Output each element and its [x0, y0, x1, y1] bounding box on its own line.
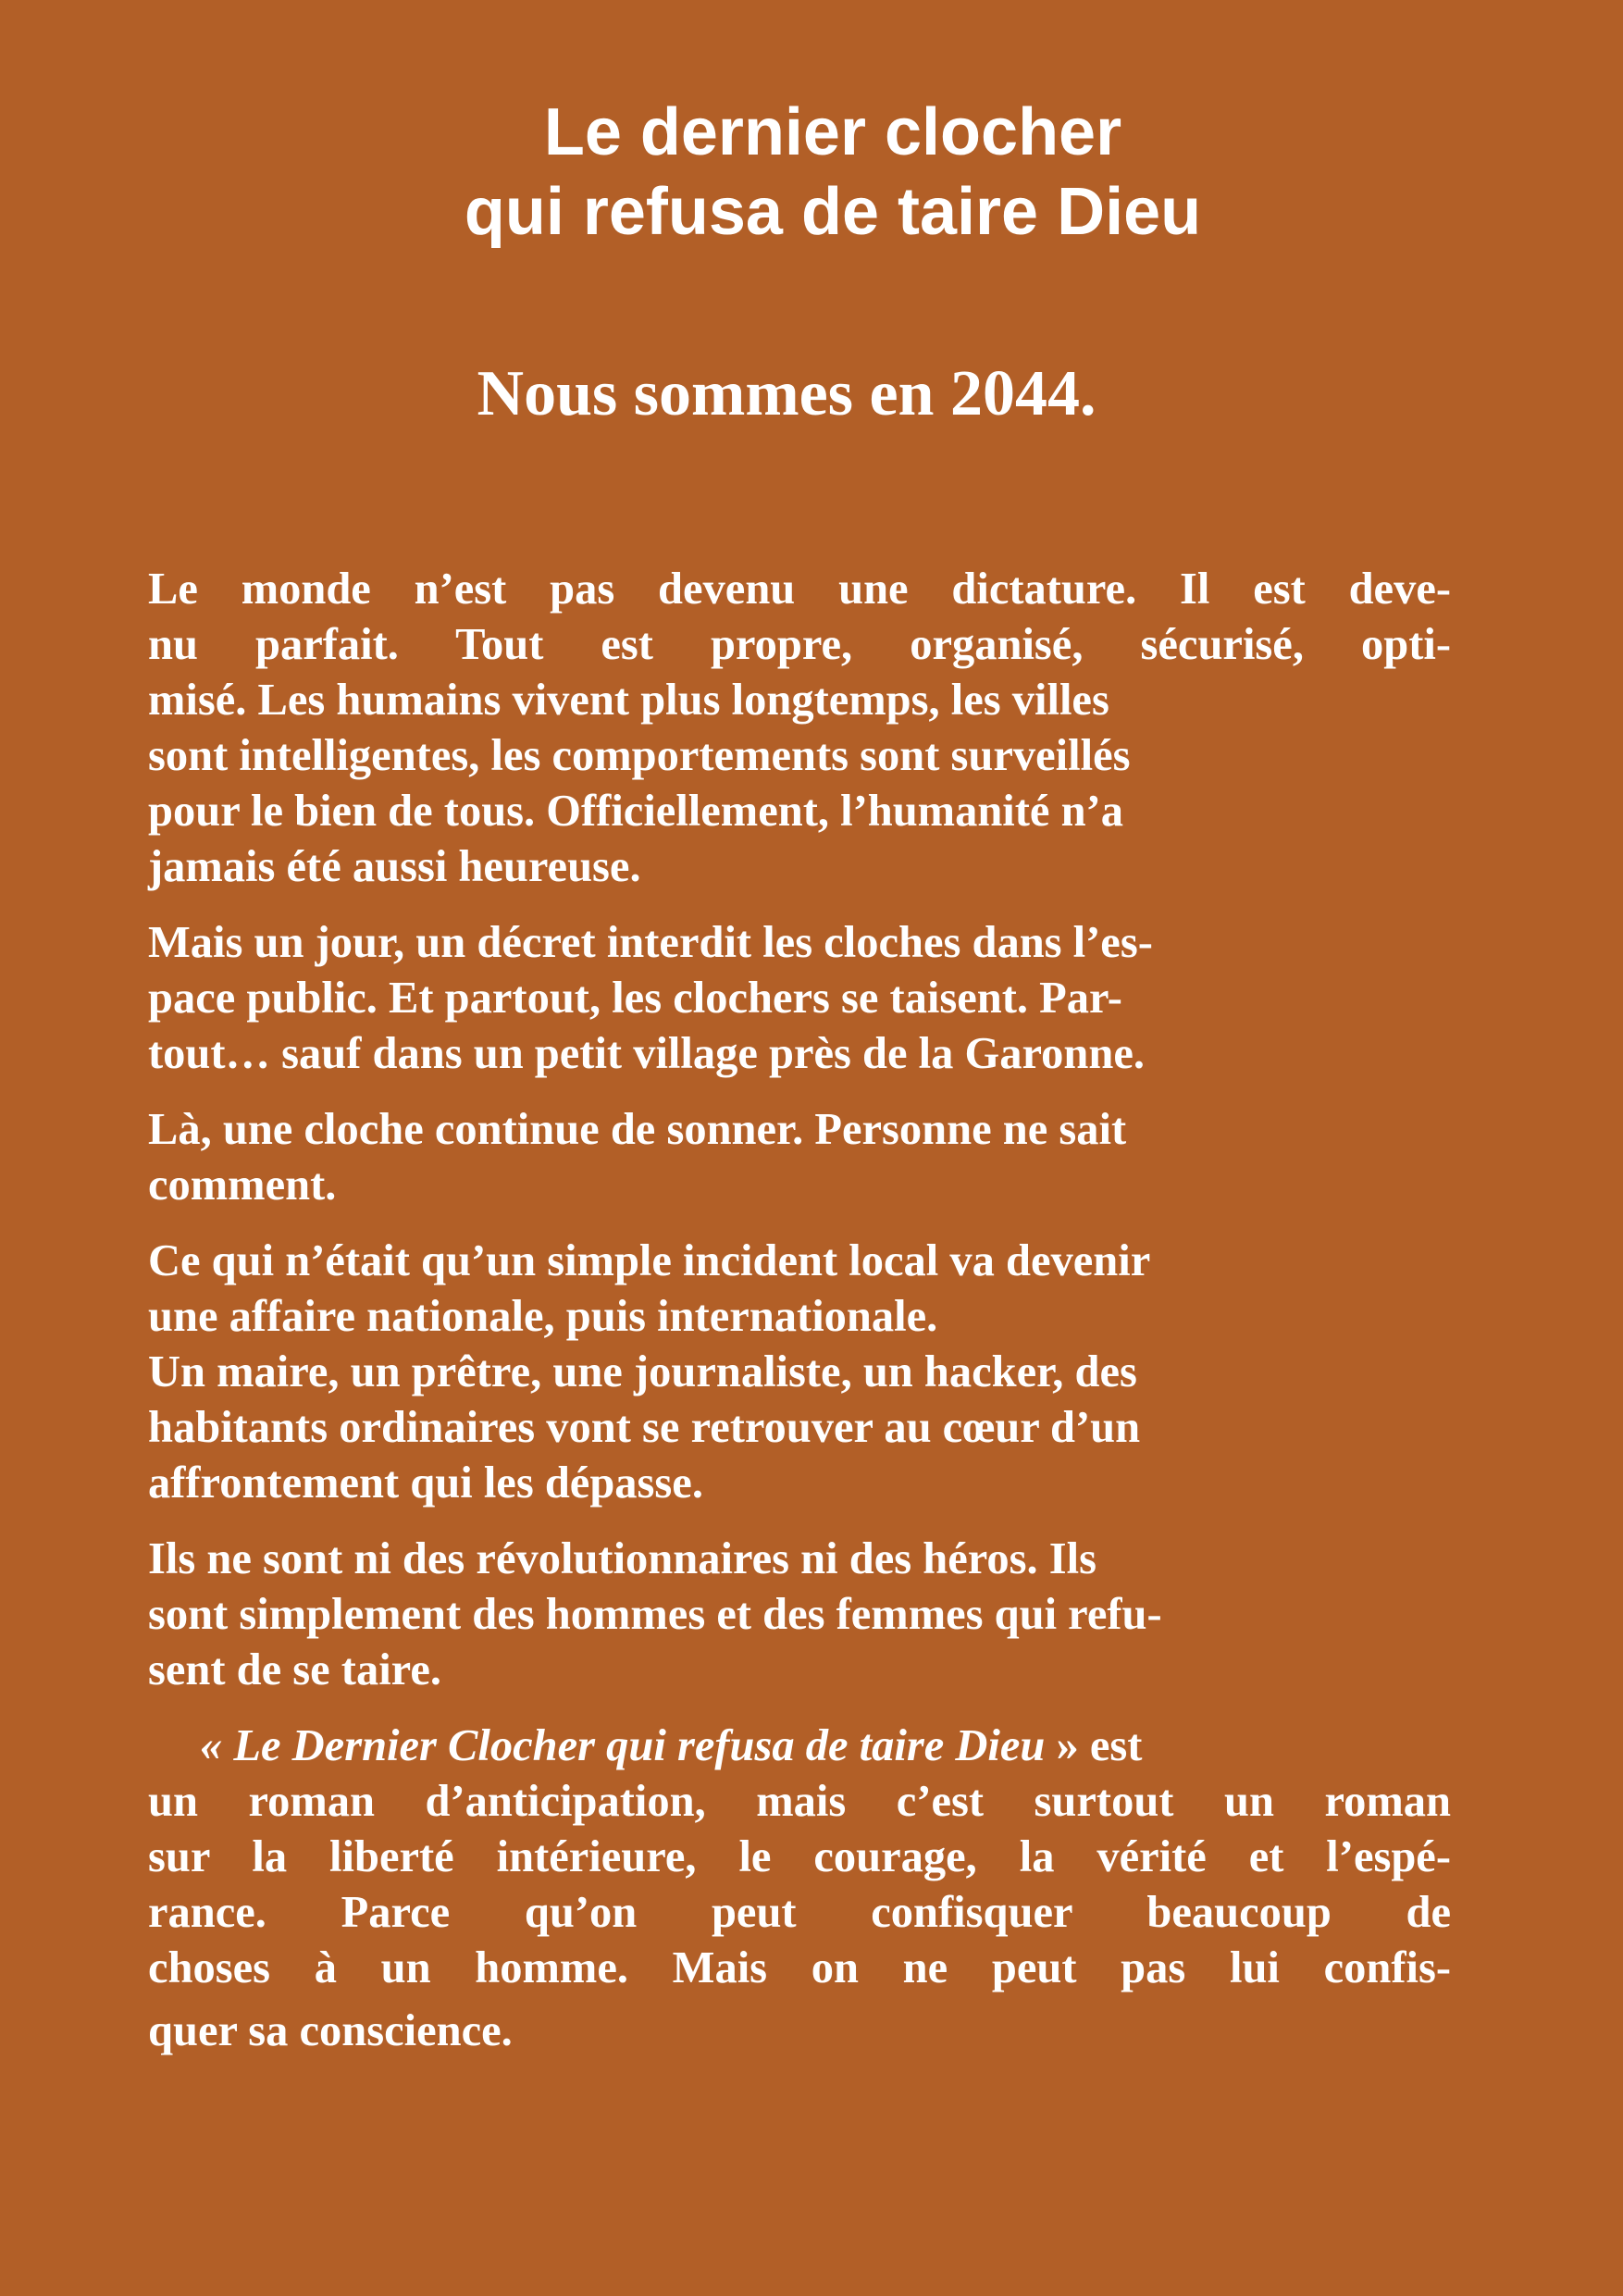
blurb-text	[148, 562, 1451, 2079]
paragraph-5	[148, 1532, 1451, 1698]
closing-quote-mark: »	[1056, 1721, 1079, 1770]
text-line: Un maire, un prêtre, une journaliste, un hacker, des	[148, 1347, 1137, 1396]
text-line: comment.	[148, 1160, 337, 1210]
text-line: sont simplement des hommes et des femmes qui refu-	[148, 1590, 1162, 1639]
text-line: Le monde n’est pas devenu une dictature. Il est deve-	[148, 565, 1451, 614]
text-line: jamais été aussi heureuse.	[148, 842, 641, 891]
closing-first-line	[148, 1719, 1451, 1774]
book-title-reference: « Le Dernier Clocher qui refusa de taire Dieu	[200, 1721, 1046, 1770]
text-line: quer sa conscience.	[148, 2006, 513, 2055]
text-line: pour le bien de tous. Officiellement, l’humanité n’a	[148, 787, 1123, 836]
text-line: sur la liberté intérieure, le courage, la vérité et l’espé-	[148, 1832, 1451, 1881]
text-line: Ils ne sont ni des révolutionnaires ni des héros. Ils	[148, 1534, 1096, 1583]
text-line: sent de se taire.	[148, 1645, 441, 1694]
text-line: habitants ordinaires vont se retrouver au cœur d’un	[148, 1403, 1141, 1452]
paragraph-2	[148, 915, 1451, 1082]
book-title-line-1: Le dernier clocher	[543, 95, 1122, 169]
closing-est: est	[1089, 1721, 1143, 1770]
subtitle: Nous sommes en 2044.	[477, 358, 1096, 429]
paragraph-3	[148, 1102, 1451, 1213]
text-line: pace public. Et partout, les clochers se taisent. Par-	[148, 974, 1122, 1023]
book-title-line-2: qui refusa de taire Dieu	[464, 175, 1202, 249]
text-line: affrontement qui les dépasse.	[148, 1458, 703, 1508]
text-line: misé. Les humains vivent plus longtemps, les villes	[148, 676, 1109, 725]
text-line: sont intelligentes, les comportements sont surveillés	[148, 731, 1131, 780]
text-line: rance. Parce qu’on peut confisquer beaucoup de	[148, 1888, 1451, 1937]
paragraph-1	[148, 562, 1451, 895]
closing-paragraph	[148, 1719, 1451, 2059]
text-line: une affaire nationale, puis internationale.	[148, 1292, 938, 1341]
book-title	[278, 93, 1388, 252]
text-line: Là, une cloche continue de sonner. Personne ne sait	[148, 1105, 1127, 1154]
text-line: un roman d’anticipation, mais c’est surtout un roman	[148, 1777, 1451, 1826]
text-line: choses à un homme. Mais on ne peut pas lui confis-	[148, 1943, 1451, 1992]
paragraph-4	[148, 1234, 1451, 1511]
text-line: nu parfait. Tout est propre, organisé, sécurisé, opti-	[148, 620, 1451, 669]
text-line: Ce qui n’était qu’un simple incident local va devenir	[148, 1236, 1151, 1285]
text-line: tout… sauf dans un petit village près de la Garonne.	[148, 1029, 1145, 1078]
text-line: Mais un jour, un décret interdit les cloches dans l’es-	[148, 918, 1153, 967]
